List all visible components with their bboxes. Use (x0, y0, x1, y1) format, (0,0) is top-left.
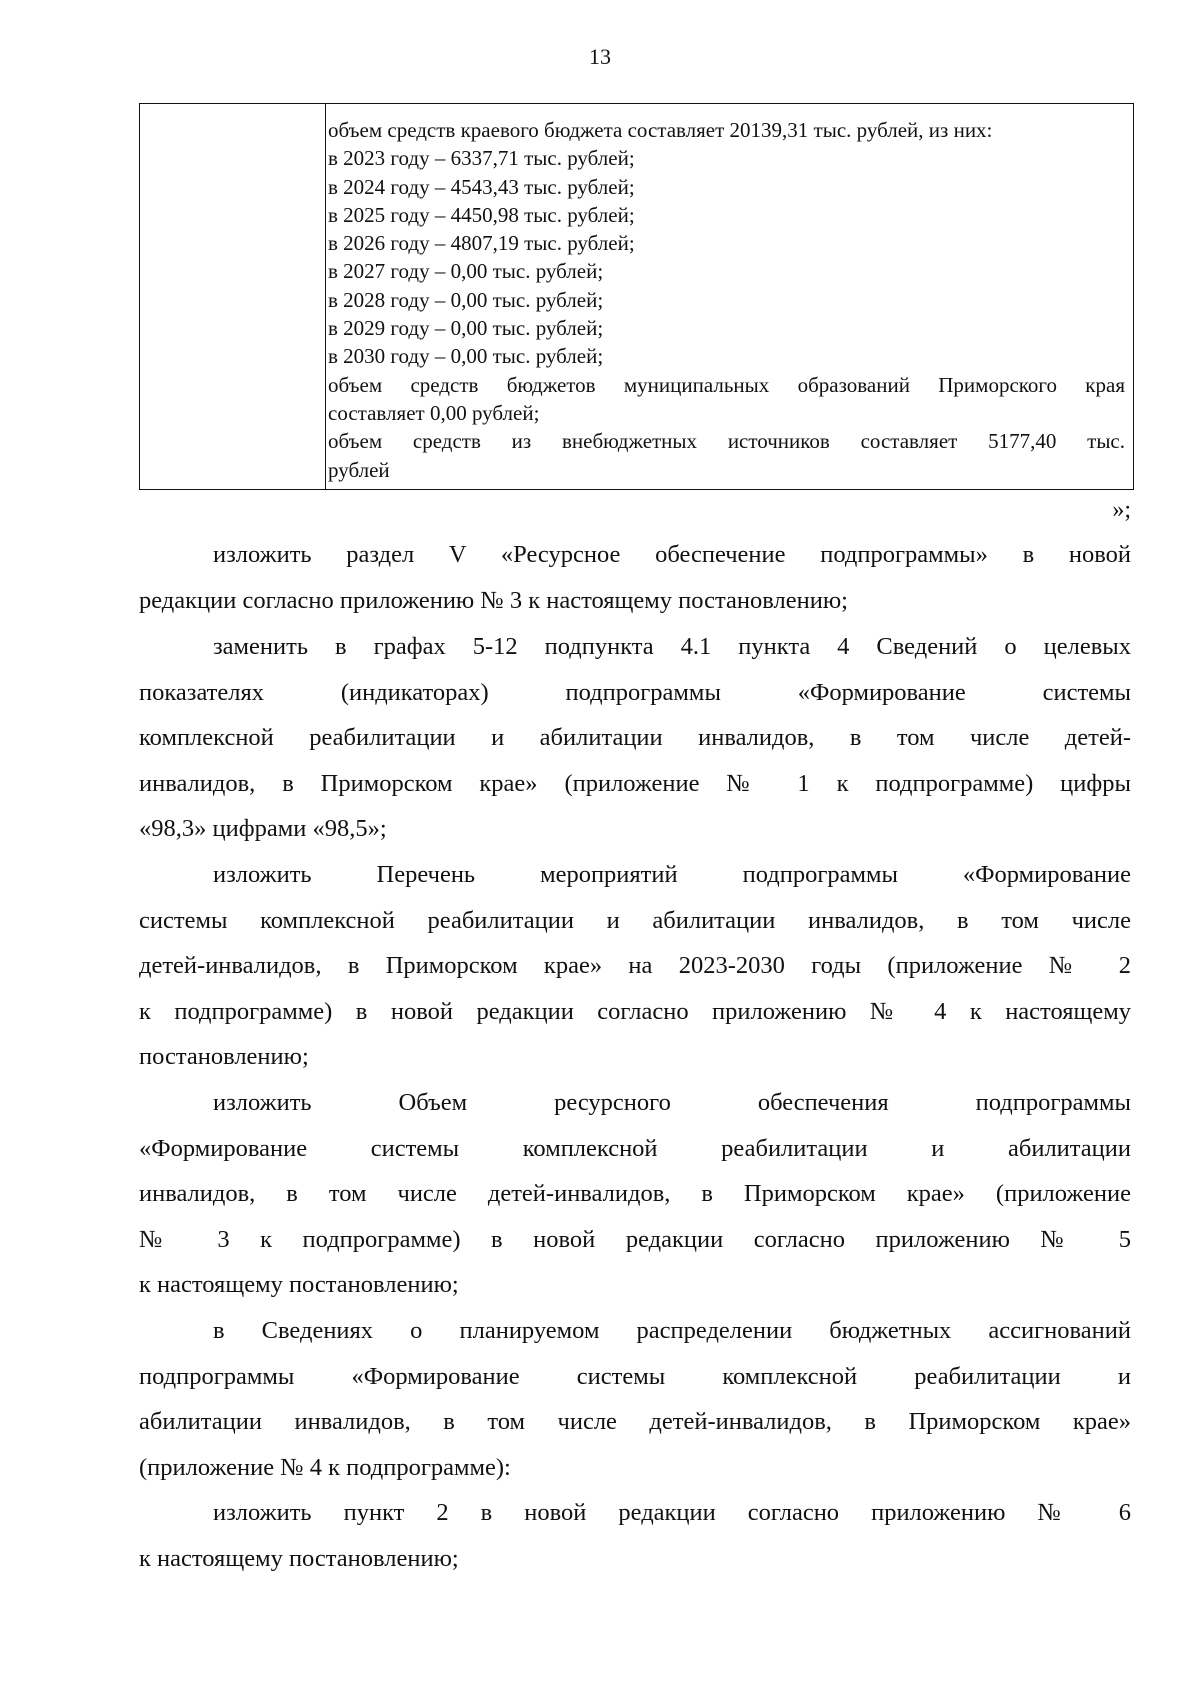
text-line: постановлению; (139, 1043, 309, 1070)
table-line: в 2027 году – 0,00 тыс. рублей; (328, 259, 604, 284)
text-line: в Сведениях о планируемом распределении бюджетных ассигнований (213, 1317, 1131, 1344)
table-line: объем средств краевого бюджета составляет 20139,31 тыс. рублей, из них: (328, 118, 993, 142)
funding-table (139, 103, 1134, 490)
text-line: изложить пункт 2 в новой редакции согласно приложению № 6 (213, 1499, 1131, 1526)
text-line: к настоящему постановлению; (139, 1544, 459, 1572)
table-line: объем средств из внебюджетных источников составляет 5177,40 тыс. (328, 429, 1125, 454)
text-line: редакции согласно приложению № 3 к настоящему постановлению; (139, 586, 848, 614)
text-line: изложить раздел V «Ресурсное обеспечение подпрограммы» в новой (213, 541, 1131, 568)
paragraph-3 (139, 852, 1131, 1080)
paragraph-5 (139, 1308, 1131, 1490)
paragraph-4 (139, 1080, 1131, 1308)
text-line: «Формирование системы комплексной реабилитации и абилитации (139, 1134, 1131, 1162)
text-line: детей-инвалидов, в Приморском крае» на 2023-2030 годы (приложение № 2 (139, 952, 1131, 979)
table-line: объем средств бюджетов муниципальных образований Приморского края (328, 372, 1125, 397)
table-line: составляет 0,00 рублей; (328, 400, 540, 425)
table-left-cell (140, 104, 326, 489)
text-line: изложить Объем ресурсного обеспечения подпрограммы (213, 1089, 1131, 1116)
table-right-cell (328, 116, 1125, 484)
table-line: в 2028 году – 0,00 тыс. рублей; (328, 287, 604, 312)
text-line: показателях (индикаторах) подпрограммы «Формирование системы (139, 678, 1131, 706)
text-line: к подпрограмме) в новой редакции согласно приложению № 4 к настоящему (139, 997, 1131, 1025)
text-line: инвалидов, в Приморском крае» (приложение № 1 к подпрограмме) цифры (139, 769, 1131, 797)
text-line: заменить в графах 5-12 подпункта 4.1 пункта 4 Сведений о целевых (213, 633, 1131, 660)
paragraph-1 (139, 532, 1131, 623)
table-line: в 2026 году – 4807,19 тыс. рублей; (328, 231, 635, 256)
text-line: системы комплексной реабилитации и абилитации инвалидов, в том числе (139, 906, 1131, 934)
table-line: рублей (328, 457, 390, 482)
text-line: «98,3» цифрами «98,5»; (139, 815, 387, 842)
text-line: изложить Перечень мероприятий подпрограммы «Формирование (213, 861, 1131, 888)
text-line: к настоящему постановлению; (139, 1271, 459, 1298)
text-line: инвалидов, в том числе детей-инвалидов, в Приморском крае» (приложение (139, 1180, 1131, 1207)
page-number: 13 (589, 44, 611, 69)
table-line: в 2024 году – 4543,43 тыс. рублей; (328, 174, 635, 199)
text-line: (приложение № 4 к подпрограмме): (139, 1453, 511, 1481)
paragraph-6 (139, 1490, 1131, 1581)
text-line: подпрограммы «Формирование системы комплексной реабилитации и (139, 1362, 1131, 1390)
text-line: № 3 к подпрограмме) в новой редакции согласно приложению № 5 (139, 1225, 1131, 1253)
table-line: в 2029 году – 0,00 тыс. рублей; (328, 316, 604, 341)
closing-quote: »; (1112, 497, 1131, 523)
text-line: комплексной реабилитации и абилитации инвалидов, в том числе детей- (139, 724, 1131, 751)
text-line: абилитации инвалидов, в том числе детей-инвалидов, в Приморском крае» (139, 1408, 1131, 1435)
table-line: в 2030 году – 0,00 тыс. рублей; (328, 344, 604, 369)
table-line: в 2023 году – 6337,71 тыс. рублей; (328, 146, 635, 171)
paragraph-2 (139, 624, 1131, 852)
table-line: в 2025 году – 4450,98 тыс. рублей; (328, 202, 635, 227)
